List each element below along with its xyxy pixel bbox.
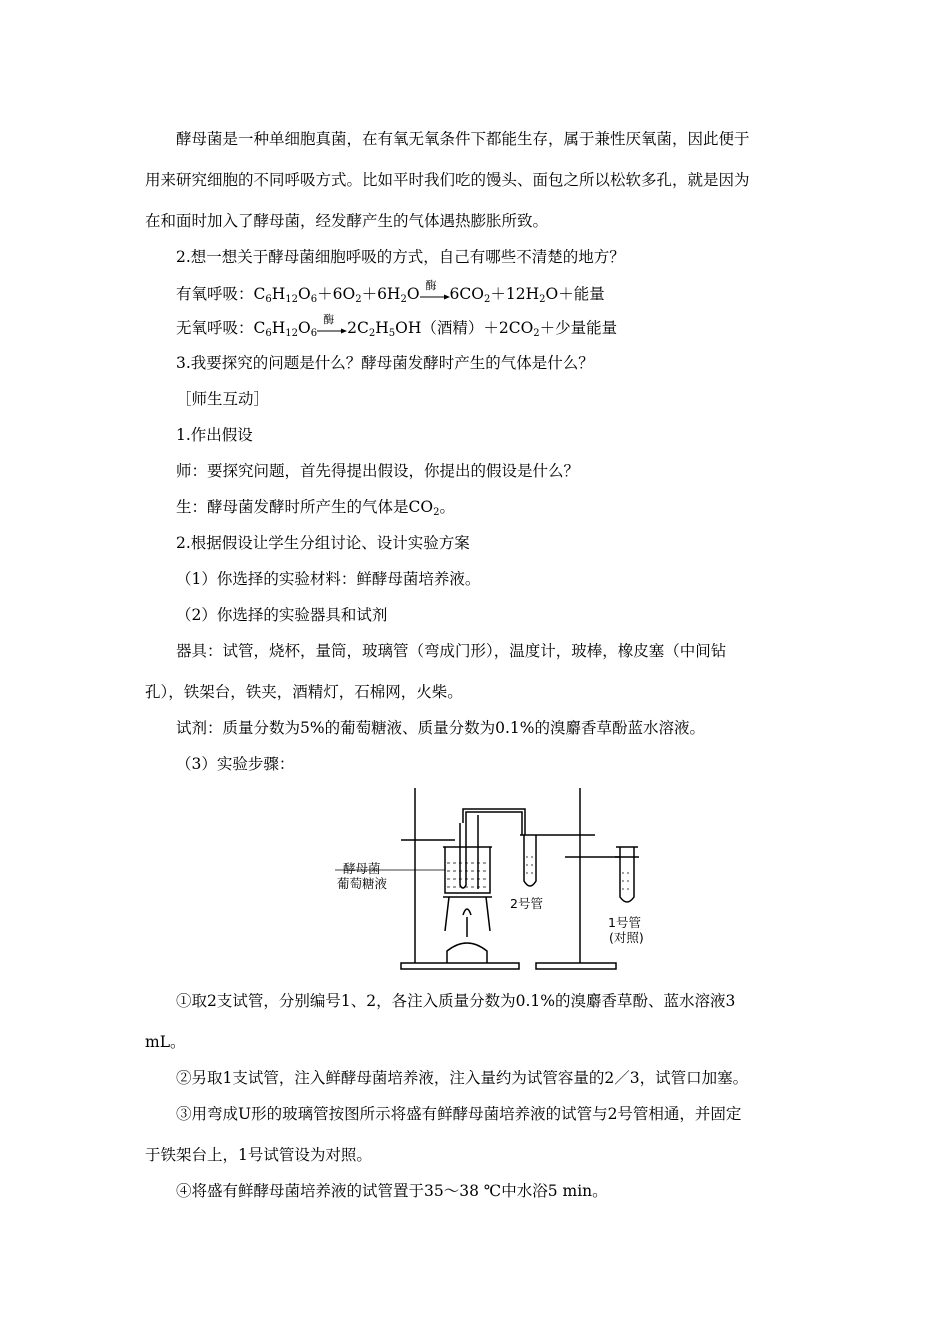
section-interaction: ［师生互动］: [176, 390, 270, 408]
intro-paragraph-line-1: 酵母菌是一种单细胞真菌，在有氧无氧条件下都能生存，属于兼性厌氧菌，因此便于: [176, 130, 750, 148]
eq-sub: 6: [265, 328, 272, 339]
tools-title: （2）你选择的实验器具和试剂: [176, 606, 388, 624]
label-yeast: 酵母菌: [343, 861, 381, 876]
eq-sub: 2: [368, 328, 376, 339]
apparatus-drawing-right: [520, 785, 720, 975]
eq-sub: 12: [285, 328, 299, 339]
eq-text: ＋6H: [361, 285, 401, 303]
enzyme-label: 酶: [323, 313, 335, 326]
reaction-arrow: [317, 313, 347, 336]
eq-sub: 12: [285, 294, 299, 305]
step-s1-line-1: ①取2支试管，分别编号1、2，各注入质量分数为0.1%的溴麝香草酚、蓝水溶液3: [176, 992, 736, 1010]
tools-line-1: 器具：试管，烧杯，量筒，玻璃管（弯成门形），温度计，玻棒，橡皮塞（中间钻: [176, 642, 727, 660]
label-control: (对照): [609, 930, 644, 945]
eq-text: H: [271, 319, 286, 337]
question-2: 2.想一想关于酵母菌细胞呼吸的方式，自己有哪些不清楚的地方？: [176, 248, 625, 266]
tools-line-2: 孔），铁架台，铁夹，酒精灯，石棉网，火柴。: [145, 683, 463, 701]
student-sub: 2: [433, 507, 440, 518]
label-tube-1: 1号管: [608, 915, 641, 930]
eq-text: 6CO: [449, 285, 484, 303]
step-s3-line-1: ③用弯成U形的玻璃管按图所示将盛有鲜酵母菌培养液的试管与2号管相通，并固定: [176, 1105, 742, 1123]
eq-text: ＋少量能量: [539, 319, 618, 337]
teacher-line: 师：要探究问题，首先得提出假设，你提出的假设是什么？: [176, 462, 580, 480]
eq-sub: 2: [483, 294, 491, 305]
eq-text: 有氧呼吸：C: [176, 285, 266, 303]
aerobic-equation: [176, 279, 605, 310]
eq-sub: 2: [539, 294, 546, 305]
label-glucose: 葡萄糖液: [337, 876, 388, 891]
steps-title: （3）实验步骤：: [176, 755, 295, 773]
eq-sub: 5: [388, 328, 396, 339]
step-2-design: 2.根据假设让学生分组讨论、设计实验方案: [176, 534, 470, 552]
student-text: 。: [439, 498, 455, 516]
question-3: 3.我要探究的问题是什么？酵母菌发酵时产生的气体是什么？: [176, 354, 594, 372]
enzyme-label: 酶: [425, 279, 437, 292]
reaction-arrow: [420, 279, 450, 302]
eq-text: O: [406, 285, 420, 303]
step-1-hypothesis: 1.作出假设: [176, 426, 253, 444]
step-s3-line-2: 于铁架台上，1号试管设为对照。: [145, 1146, 372, 1164]
label-tube-2: 2号管: [510, 896, 543, 911]
eq-text: 2C: [347, 319, 369, 337]
eq-sub: 2: [400, 294, 407, 305]
arrow-icon: [420, 294, 450, 300]
eq-sub: 2: [533, 328, 540, 339]
eq-text: H: [271, 285, 286, 303]
eq-text: ＋6O: [317, 285, 356, 303]
step-s2: ②另取1支试管，注入鲜酵母菌培养液，注入量约为试管容量的2／3，试管口加塞。: [176, 1069, 749, 1087]
eq-sub: 6: [310, 328, 318, 339]
eq-text: ＋12H: [490, 285, 540, 303]
eq-sub: 2: [355, 294, 362, 305]
student-line: [176, 497, 455, 523]
student-text: 生：酵母菌发酵时所产生的气体是CO: [176, 498, 434, 516]
eq-text: H: [375, 319, 389, 337]
intro-paragraph-line-2: 用来研究细胞的不同呼吸方式。比如平时我们吃的馒头、面包之所以松软多孔，就是因为: [145, 171, 750, 189]
eq-text: OH（酒精）＋2CO: [395, 319, 534, 337]
anaerobic-equation: [176, 313, 618, 344]
step-s1-line-2: mL。: [145, 1033, 186, 1051]
arrow-icon: [317, 328, 347, 334]
reagent-line: 试剂：质量分数为5%的葡萄糖液、质量分数为0.1%的溴麝香草酚蓝水溶液。: [176, 719, 705, 737]
eq-text: O: [298, 285, 311, 303]
eq-text: O＋能量: [545, 285, 605, 303]
material-line: （1）你选择的实验材料：鲜酵母菌培养液。: [176, 570, 481, 588]
eq-text: 无氧呼吸：C: [176, 319, 266, 337]
eq-text: O: [298, 319, 311, 337]
eq-sub: 6: [265, 294, 272, 305]
intro-paragraph-line-3: 在和面时加入了酵母菌，经发酵产生的气体遇热膨胀所致。: [145, 212, 549, 230]
step-s4: ④将盛有鲜酵母菌培养液的试管置于35～38 ℃中水浴5 min。: [176, 1182, 608, 1200]
eq-sub: 6: [310, 294, 318, 305]
apparatus-figure-right: [520, 785, 720, 975]
